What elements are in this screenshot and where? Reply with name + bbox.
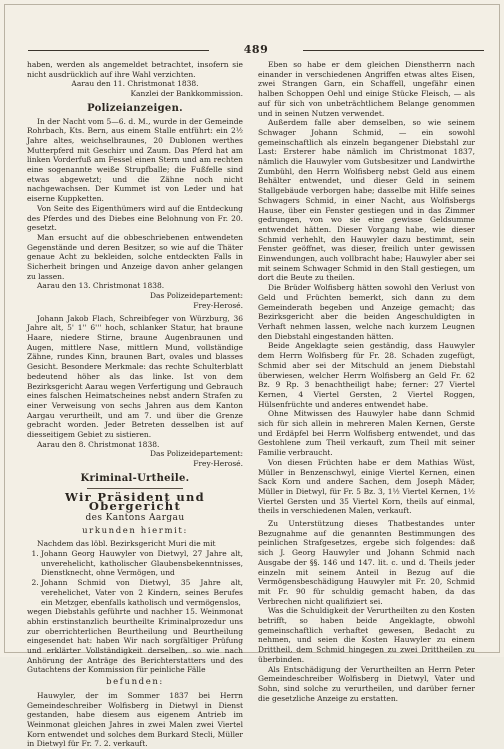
- decree-heading: Wir Präsident und Obergericht: [64, 489, 206, 514]
- paragraph: Was die Schuldigkeit der Verurtheilten zu den Kosten betrifft, so haben beide Angeklagte, obwohl gemeinschaftlich verhaftet gewesen, Bedacht zu nehmen, und seien die Kosten Hauwyler zu einem Drittheil, dem Schmid hingegen zu zwei Drittheilen zu überbinden.: [258, 606, 475, 664]
- page-number: 489: [243, 43, 269, 56]
- paragraph: wegen Diebstahls geführte und nachher 15. Weinmonat abhin erstinstanzlich beurtheilte Kriminalprozedur uns zur oberrichterlichen Beurtheilung und Beurtheilung eingesendet hat: haben Wir nach sorgfältiger Prüfung und erklärter Vollständigkeit derselben, so wie nach Anhörung der Anträge des Berichterstatters und des Gutachtens der Kommission für peinliche Fälle: [27, 607, 243, 675]
- paragraph: Johann Jakob Flach, Schreibfeger von Würzburg, 36 Jahre alt, 5' 1'' 6''' hoch, schlanker Statur, hat braune Haare, niedere Stirne, braune Augenbraunen und Augen, mittlere Nase, mittlern Mund, vollständige Zähne, rundes Kinn, braunen Bart, ovales und blasses Gesicht. Besondere Merkmale: das rechte Schulterblatt bedeutend höher als das linke. Ist von dem Bezirksgericht Aarau wegen Verfertigung und Gebrauch eines falschen Heimatscheines nebst andern Strafen zu einer Verweisung von sechs Jahren aus dem Kanton Aargau verurtheilt, und am 7. und über die Grenze gebracht worden. Jeder Betreten desselben ist auf diesseitigem Gebiet zu sistieren.: [27, 313, 243, 440]
- paragraph: Zu Unterstützung dieses Thatbestandes unter Bezugnahme auf die genannten Bestimmungen des peinlichen Strafgesetzes, ergebe sich folgendes: daß sich J. Georg Hauwyler und Johann Schmid nach Ausgabe der §§. 146 und 147. lit. c. und d. Theils jeder einzeln mit seinem Anteil in Bezug auf die Vermögensbeschädigung Hauwyler mit Fr. 20, Schmid mit Fr. 90 für schuldig gemacht haben, da das Verbrechen nicht qualifiziert sei.: [258, 519, 475, 606]
- paragraph: haben, werden als angemeldet betrachtet, insofern sie nicht ausdrücklich auf ihre Wahl verzichten.: [27, 60, 243, 79]
- paragraph: Eben so habe er dem gleichen Dienstherrn nach einander in verschiedenen Angriffen etwas altes Eisen, zwei Strangen Garn, ein Schaffell, ungefähr einen halben Schoppen Oehl und einige Stücke Fleisch, — als auf für sich von unbeträchtlichem Belange genommen und in seinen Nutzen verwendet.: [258, 60, 475, 118]
- header-rule-right: [303, 50, 484, 51]
- paragraph: Die Brüder Wolfisberg hätten sowohl den Verlust von Geld und Früchten bemerkt, sich dann zu dem Gemeinderath begeben und Anzeige gemacht; das Bezirksgericht aber die beiden Angeschuldigten in Verhaft nehmen lassen, welche nach kurzem Leugnen den Diebstahl eingestanden hätten.: [258, 283, 475, 341]
- page-header: [28, 43, 484, 57]
- left-column: [27, 60, 243, 749]
- paragraph: Als Entschädigung der Verurtheilten an Herrn Peter Gemeindeschreiber Wolfisberg in Dietwyl, Vater und Sohn, sind solche zu verurtheilen, und darüber ferner die gesetzliche Anzeige zu erstatten.: [258, 664, 475, 703]
- dateline: Aarau den 13. Christmonat 1838.: [37, 281, 165, 291]
- list-item: 2. Johann Schmid von Dietwyl, 35 Jahre alt, verehelichet, Vater von 2 Kindern, seines Berufes ein Metzger, ebenfalls katholisch und vermögenslos,: [41, 578, 243, 607]
- paragraph: Beide Angeklagte seien geständig, dass Hauwyler dem Herrn Wolfisberg für Fr. 28. Schaden zugefügt, Schmid aber sei der Mitschuld an jenem Diebstahl überwiesen, welcher Herrn Wolfisberg an Geld Fr. 62 Bz. 9 Rp. 3 benachtheiligt habe; ferner: 27 Viertel Kernen, 4 Viertel Gersten, 2 Viertel Roggen, Hülsenfrüchte und anderes entwendet habe.: [258, 341, 475, 409]
- defendant-list: [27, 549, 243, 607]
- signature: Kanzlei der Bankkommission.: [130, 89, 243, 99]
- paragraph: Von diesen Früchten habe er dem Mathias Wüst, Müller in Benzenschwyl, einige Viertel Kernen, einen Sack Korn und andere Sachen, dem Joseph Mäder, Müller in Dietwyl, für Fr. 5 Bz. 3, 1½ Viertel Kernen, 1½ Viertel Gersten und 35 Viertel Korn, theils auf einmal, theils in verschiedenen Malen, verkauft.: [258, 457, 475, 516]
- paragraph: Nachdem das löbl. Bezirksgericht Muri die mit: [37, 539, 216, 549]
- paragraph: Ohne Mitwissen des Hauwyler habe dann Schmid sich für sich allein in mehreren Malen Kernen, Gerste und Erdäpfel bei Herrn Wolfisberg entwendet, und das Gestohlene zum Theil verkauft, zum Theil mit seiner Familie verbraucht.: [258, 409, 475, 458]
- paragraph: Außerdem falle aber demselben, so wie seinem Schwager Johann Schmid, — ein sowohl gemeinschaftlich als einzeln begangener Diebstahl zur Last: Ersterer habe nämlich im Christmonat 1837, nämlich die Hauwyler vom Gutsbesitzer und Landwirthe Zumbühl, den Herrn Wolfisberg nebst Geld aus einem Behälter entwendet, und dieser Geld in seinem Stallgebäude verborgen habe; dasselbe mit Hilfe seines Schwagers Schmid, in einer Nacht, aus Wolfisbergs Hause, über ein Fenster gestiegen und in das Zimmer gedrungen, von wo sie eine gewisse Geldsumme entwendet hätten. Dieser Vorgang habe, wie dieser Schmid verhehlt, den Hauwyler dazu bestimmt, sein Fenster geöffnet, was dieser, freilich unter gewissen Einwendungen, auch vollbracht habe; Hauwyler aber sei mit seinem Schwager Schmid in den Stall gestiegen, um dort die Beute zu theilen.: [258, 118, 475, 283]
- signature-name: Frey-Herosé.: [193, 300, 243, 310]
- paragraph: Hauwyler, der im Sommer 1837 bei Herrn Gemeindeschreiber Wolfisberg in Dietwyl in Dienst gestanden, habe diesem aus eigenem Antrieb im Weinmonat gleichen Jahres in zwei Malen zwei Viertel Korn entwendet und solches dem Burkard Stecli, Müller in Dietwyl für Fr. 7. 2. verkauft.: [27, 690, 243, 749]
- section-heading-kriminal: Kriminal-Urtheile.: [80, 472, 190, 484]
- signature: Das Polizeidepartement:: [149, 449, 243, 459]
- dateline: Aarau den 11. Christmonat 1838.: [71, 79, 199, 89]
- signature: Das Polizeidepartement:: [149, 291, 243, 301]
- list-item: 1. Johann Georg Hauwyler von Dietwyl, 27 Jahre alt, unverehelicht, katholischer Glaubensbekenntnisses, Dienstknecht, ohne Vermögen, und: [41, 549, 243, 578]
- decree-urkunden: urkunden hiermit:: [82, 525, 188, 536]
- paragraph: Von Seite des Eigenthümers wird auf die Entdeckung des Pferdes und des Diebes eine Belohnung von Fr. 20. gesetzt.: [27, 203, 243, 233]
- decree-subheading: des Kantons Aargau: [85, 512, 185, 523]
- divider: [87, 488, 183, 489]
- paragraph: Man ersucht auf die obbeschriebenen entwendeten Gegenstände und deren Besitzer, so wie auf die Thäter genaue Acht zu bekleiden, solche entdeckten Falls in Sicherheit bringen und Anzeige davon anher gelangen zu lassen.: [27, 232, 243, 281]
- right-column: [258, 60, 475, 703]
- signature-name: Frey-Herosé.: [193, 459, 243, 469]
- section-heading-polizei: Polizeianzeigen.: [87, 102, 183, 114]
- befunden-heading: befunden:: [106, 677, 164, 688]
- dateline: Aarau den 8. Christmonat 1838.: [37, 439, 160, 449]
- paragraph: In der Nacht vom 5—6. d. M., wurde in der Gemeinde Rohrbach, Kts. Bern, aus einem Stalle entführt: ein 2½ Jahre altes, weichselbraunes, 20 Dublonen werthes Mutterpferd mit Geschirr und Zaum. Das Pferd hat am linken Vorderfuß am Fessel einen Stern und am rechten eine sogenannte weiße Strupfballe; die Fußfelle sind etwas abgewetzt; und die Zähne noch nicht nachgewachsen. Der Kummet ist von Leder und hat eiserne Kuppketten.: [27, 116, 243, 204]
